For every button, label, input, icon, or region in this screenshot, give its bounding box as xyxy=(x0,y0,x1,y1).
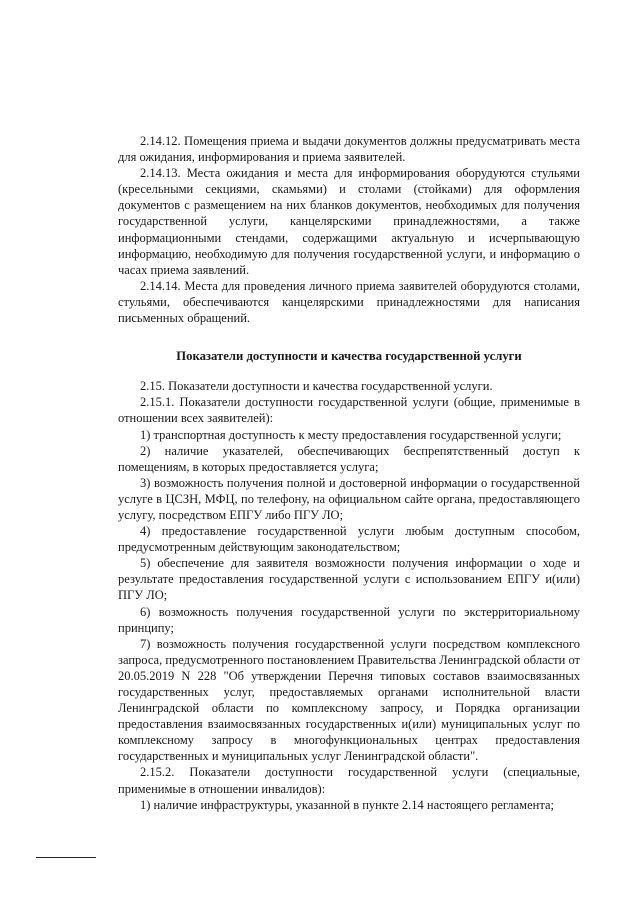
list-item-5: 5) обеспечение для заявителя возможности получения информации о ходе и результате предоставления государственной услуги с использованием ЕПГУ и(или) ПГУ ЛО; xyxy=(118,556,580,603)
list-item-4: 4) предоставление государственной услуги любым доступным способом, предусмотренным действующим законодательством; xyxy=(118,524,580,555)
list-item-3: 3) возможность получения полной и достоверной информации о государственной услуге в ЦСЗН, МФЦ, по телефону, на официальном сайте органа, предоставляющего услугу, посредством ЕПГУ либо ПГУ ЛО; xyxy=(118,475,580,522)
footnote-separator xyxy=(36,857,96,858)
section-heading: Показатели доступности и качества государственной услуги xyxy=(176,349,522,364)
list-item-1: 1) транспортная доступность к месту предоставления государственной услуги; xyxy=(140,427,562,442)
paragraph-2-14-12: 2.14.12. Помещения приема и выдачи документов должны предусматривать места для ожидания, информирования и приема заявителей. xyxy=(118,134,580,165)
document-body xyxy=(118,133,580,813)
paragraph-2-15: 2.15. Показатели доступности и качества государственной услуги. xyxy=(140,379,493,394)
list-item-special-1: 1) наличие инфраструктуры, указанной в пункте 2.14 настоящего регламента; xyxy=(140,797,554,812)
paragraph-2-15-1: 2.15.1. Показатели доступности государственной услуги (общие, применимые в отношении всех заявителей): xyxy=(118,395,580,426)
list-item-2: 2) наличие указателей, обеспечивающих беспрепятственный доступ к помещениям, в которых предоставляется услуга; xyxy=(118,443,580,474)
paragraph-2-15-2: 2.15.2. Показатели доступности государственной услуги (специальные, применимые в отношении инвалидов): xyxy=(118,765,580,796)
paragraph-2-14-13: 2.14.13. Места ожидания и места для информирования оборудуются стульями (кресельными секциями, скамьями) и столами (стойками) для оформления документов с размещением на них бланков документов, необходимых для получения государственной услуги, канцелярскими принадлежностями, а также информационными стендами, содержащими актуальную и исчерпывающую информацию, необходимую для получения государственной услуги, и информацию о часах приема заявлений. xyxy=(118,166,580,277)
list-item-7: 7) возможность получения государственной услуги посредством комплексного запроса, предусмотренного постановлением Правительства Ленинградской области от 20.05.2019 N 228 "Об утверждении Перечня типовых составов взаимосвязанных государственных услуг, предоставляемых органами исполнительной власти Ленинградской области по комплексному запросу, и Порядка организации предоставления взаимосвязанных государственных и(или) муниципальных услуг по комплексному запросу в многофункциональных центрах предоставления государственных и муниципальных услуг Ленинградской области". xyxy=(118,636,581,764)
list-item-6: 6) возможность получения государственной услуги по экстерриториальному принципу; xyxy=(118,604,580,635)
paragraph-2-14-14: 2.14.14. Места для проведения личного приема заявителей оборудуются столами, стульями, обеспечиваются канцелярскими принадлежностями для написания письменных обращений. xyxy=(118,278,580,326)
